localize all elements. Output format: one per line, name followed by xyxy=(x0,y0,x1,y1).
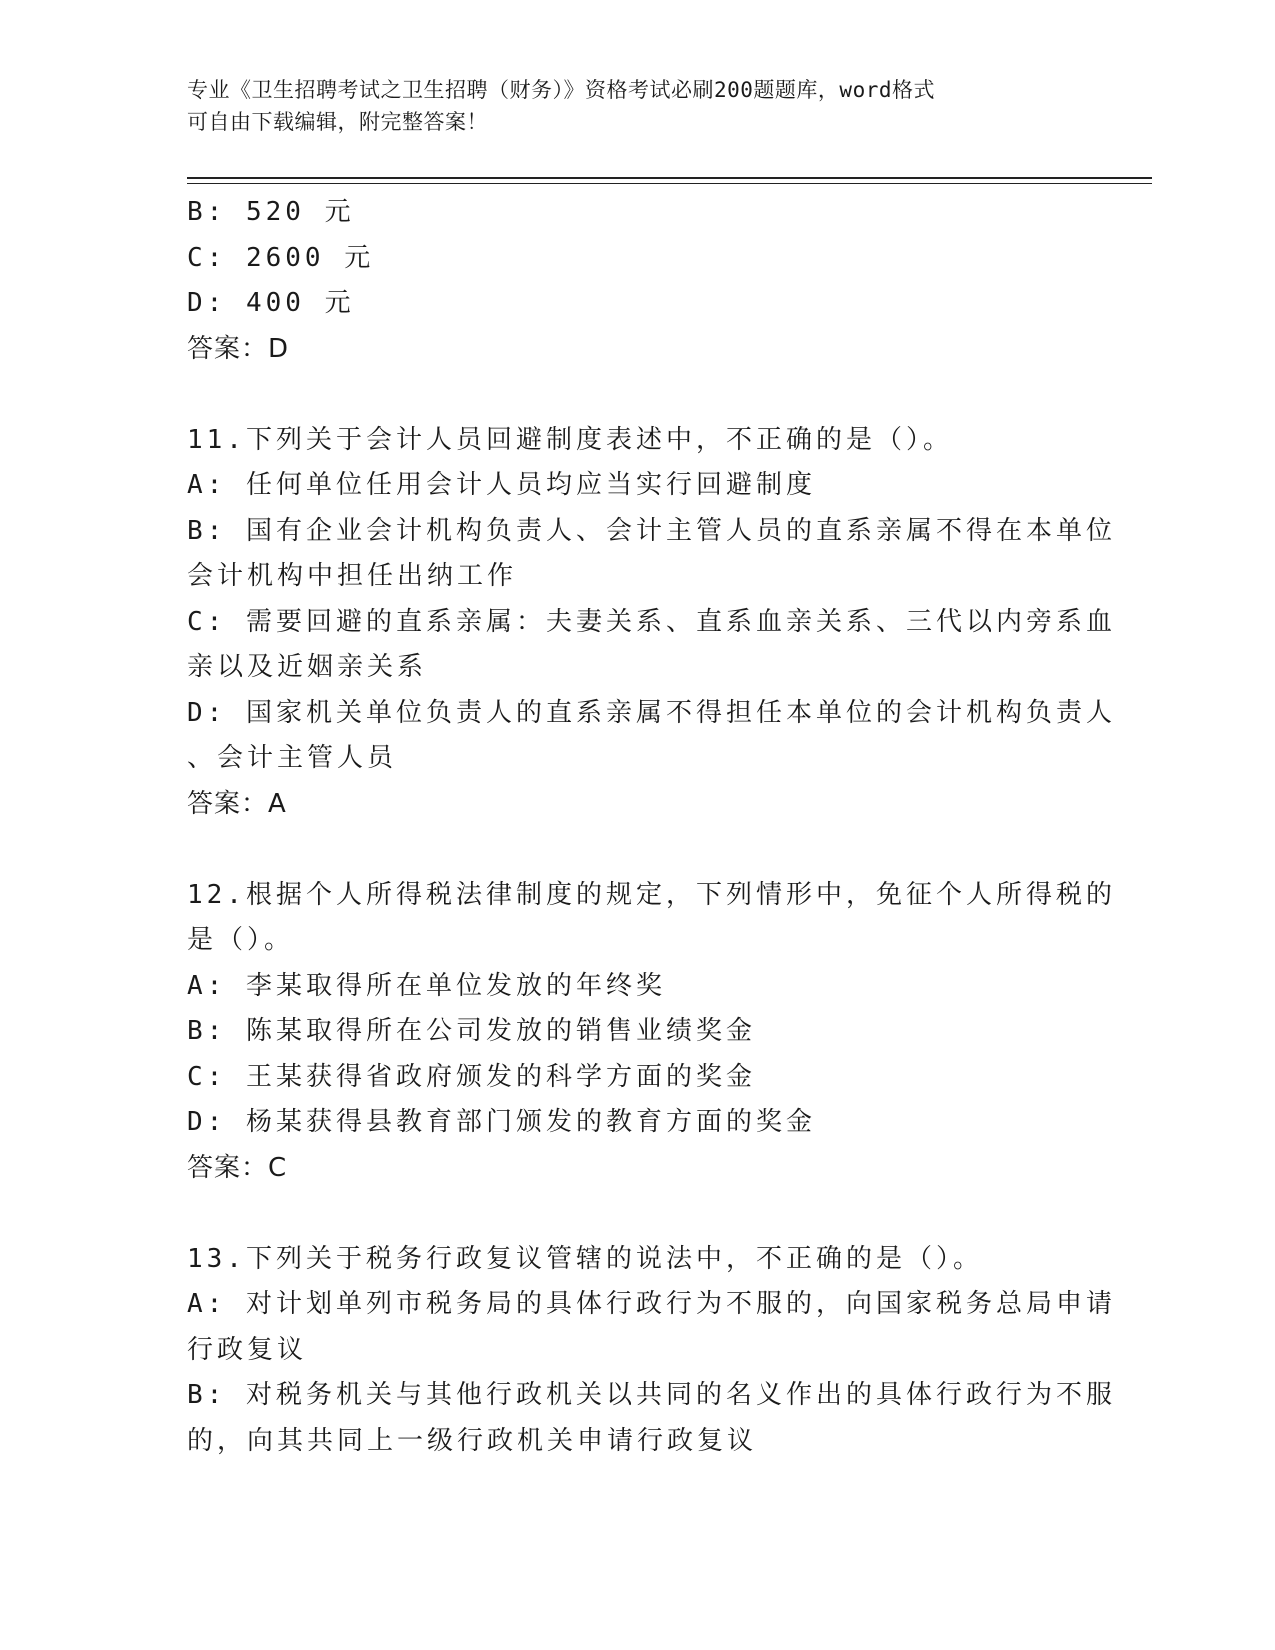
question-line: A: 李某取得所在单位发放的年终奖 xyxy=(187,970,666,1001)
question-line: 11.下列关于会计人员回避制度表述中，不正确的是（）。 xyxy=(187,424,953,455)
answer-line: 答案：A xyxy=(187,788,287,819)
header-rule-thick xyxy=(187,177,1152,179)
header-line-1: 专业《卫生招聘考试之卫生招聘（财务）》资格考试必刷200题题库，word格式 xyxy=(187,78,935,102)
question-line: C: 王某获得省政府颁发的科学方面的奖金 xyxy=(187,1061,756,1092)
question-line: A: 对计划单列市税务局的具体行政行为不服的，向国家税务总局申请 xyxy=(187,1289,1116,1319)
question-block xyxy=(187,418,1116,828)
question-line: D: 杨某获得县教育部门颁发的教育方面的奖金 xyxy=(187,1107,816,1137)
document-header xyxy=(187,74,1067,138)
question-line: 的，向其共同上一级行政机关申请行政复议 xyxy=(187,1425,758,1456)
block-gap xyxy=(187,1191,1087,1237)
question-line: B: 陈某取得所在公司发放的销售业绩奖金 xyxy=(187,1016,756,1046)
block-gap xyxy=(187,372,1087,418)
question-line: 行政复议 xyxy=(187,1334,308,1365)
header-line-2: 可自由下载编辑，附完整答案！ xyxy=(187,110,488,134)
question-line: A: 任何单位任用会计人员均应当实行回避制度 xyxy=(187,470,816,500)
question-line: 、会计主管人员 xyxy=(187,743,398,773)
question-line: 13.下列关于税务行政复议管辖的说法中，不正确的是（）。 xyxy=(187,1243,983,1274)
answer-line: 答案：D xyxy=(187,333,290,364)
block-gap xyxy=(187,827,1087,873)
question-line: C: 需要回避的直系亲属：夫妻关系、直系血亲关系、三代以内旁系血 xyxy=(187,606,1116,637)
question-line: 亲以及近姻亲关系 xyxy=(187,652,428,682)
question-line: 12.根据个人所得税法律制度的规定，下列情形中，免征个人所得税的 xyxy=(187,879,1116,910)
question-line: B: 520 元 xyxy=(187,197,355,227)
question-line: D: 400 元 xyxy=(187,288,355,318)
question-line: B: 对税务机关与其他行政机关以共同的名义作出的具体行政行为不服 xyxy=(187,1380,1116,1410)
question-line: 会计机构中担任出纳工作 xyxy=(187,561,518,591)
header-rule-thin xyxy=(187,183,1152,184)
question-block xyxy=(187,190,1087,372)
question-line: C: 2600 元 xyxy=(187,242,375,273)
question-block xyxy=(187,1237,1116,1465)
question-line: D: 国家机关单位负责人的直系亲属不得担任本单位的会计机构负责人 xyxy=(187,697,1116,728)
answer-line: 答案：C xyxy=(187,1152,288,1183)
question-list xyxy=(187,190,1116,1464)
question-line: B: 国有企业会计机构负责人、会计主管人员的直系亲属不得在本单位 xyxy=(187,515,1116,546)
question-block xyxy=(187,873,1116,1192)
question-line: 是（）。 xyxy=(187,925,295,955)
